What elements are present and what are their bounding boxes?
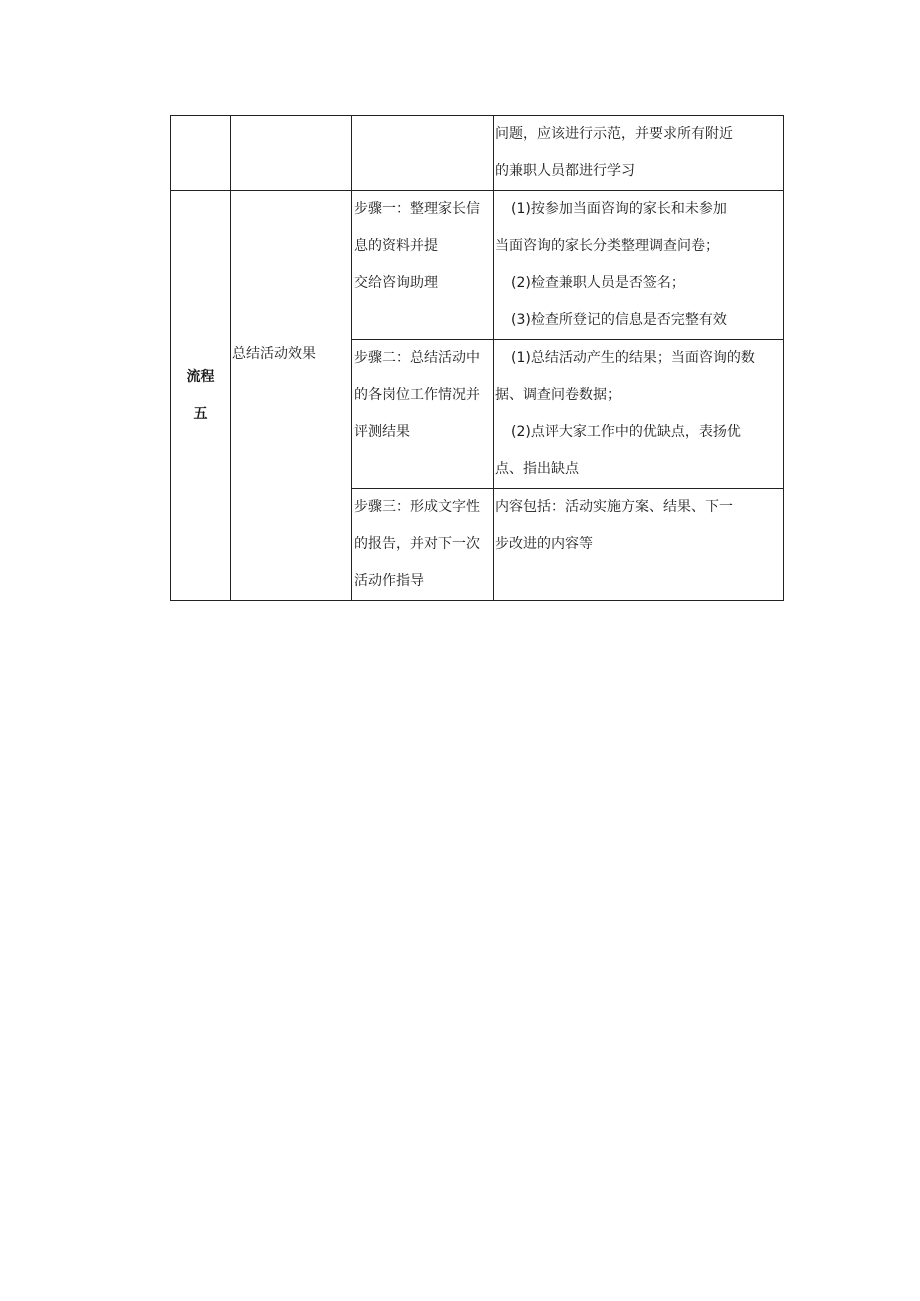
table-row-step-1 <box>171 191 784 340</box>
content-line: 步改进的内容等 <box>495 536 593 552</box>
step-line: 步骤二：总结活动中 <box>354 350 480 366</box>
content-line: (3)检查所登记的信息是否完整有效 <box>511 312 727 328</box>
step-line: 评测结果 <box>354 424 410 440</box>
step-line: 息的资料并提 <box>354 238 438 254</box>
content-line: 的兼职人员都进行学习 <box>495 163 635 179</box>
content-line: (2)检查兼职人员是否签名； <box>511 275 685 291</box>
table-row-continuation <box>171 116 784 191</box>
content-cell <box>494 116 784 191</box>
step-line: 的各岗位工作情况并 <box>354 387 480 403</box>
content-line: 据、调查问卷数据； <box>495 387 621 403</box>
content-cell <box>494 340 784 489</box>
step-cell <box>352 191 494 340</box>
content-cell <box>494 191 784 340</box>
step-line: 的报告，并对下一次 <box>354 536 480 552</box>
content-line: (1)总结活动产生的结果；当面咨询的数 <box>511 350 755 366</box>
step-cell-empty <box>352 116 494 191</box>
step-line: 步骤一：整理家长信 <box>354 201 480 217</box>
process-title-line: 五 <box>193 405 208 422</box>
content-line: 内容包括：活动实施方案、结果、下一 <box>495 499 733 515</box>
content-line: (2)点评大家工作中的优缺点，表扬优 <box>511 424 741 440</box>
content-line: 点、指出缺点 <box>495 461 579 477</box>
step-cell <box>352 340 494 489</box>
activity-cell-empty <box>231 116 352 191</box>
step-line: 交给咨询助理 <box>354 275 438 291</box>
step-line: 活动作指导 <box>354 573 424 589</box>
step-line: 步骤三：形成文字性 <box>354 499 480 515</box>
content-cell <box>494 489 784 601</box>
process-title-cell <box>171 191 231 601</box>
content-line: (1)按参加当面咨询的家长和未参加 <box>511 201 727 217</box>
step-cell <box>352 489 494 601</box>
process-title-line: 流程 <box>186 368 215 385</box>
content-line: 当面咨询的家长分类整理调查问卷； <box>495 238 719 254</box>
activity-cell <box>231 191 352 601</box>
activity-label: 总结活动效果 <box>232 345 316 362</box>
process-title-cell-empty <box>171 116 231 191</box>
process-table <box>170 115 784 601</box>
content-line: 问题，应该进行示范，并要求所有附近 <box>495 126 733 142</box>
